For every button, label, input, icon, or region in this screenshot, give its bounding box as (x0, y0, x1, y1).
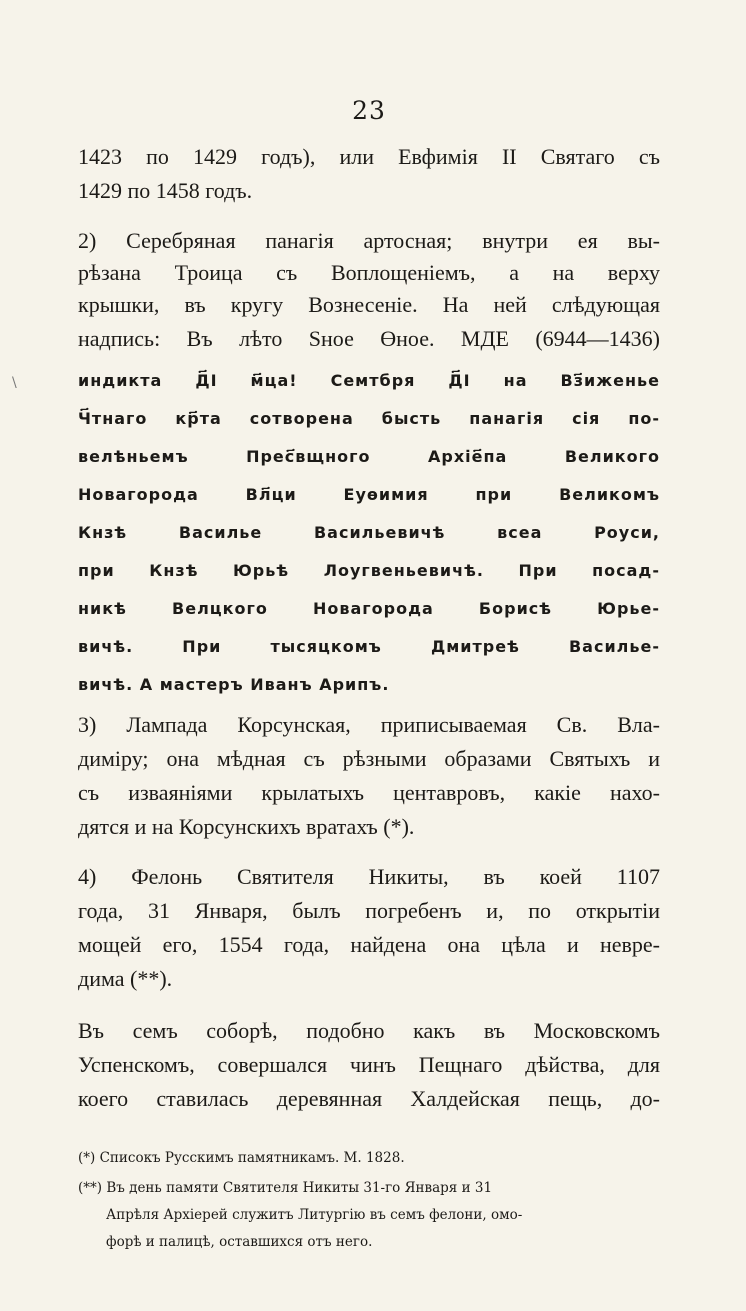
text-line: 1429 по 1458 годъ. (78, 178, 253, 203)
text-line: Въ семъ соборѣ, подобно какъ въ Московскомъ (78, 1018, 660, 1043)
margin-mark-icon: \ (12, 375, 17, 391)
inscription-line: Кнзѣ Василье Васильевичѣ всеа Роуси, (78, 523, 660, 542)
text-line: 1423 по 1429 годъ), или Евфимія II Святаго съ (78, 144, 660, 169)
inscription-line: велѣньемъ Прес҃вщного Архіе҃па Великого (78, 447, 660, 466)
text-line: 3) Лампада Корсунская, приписываемая Св. Вла- (78, 712, 660, 737)
footnote: Апрѣля Архіерей служитъ Литургію въ семъ фелони, омо- (106, 1207, 523, 1223)
text-line: дятся и на Корсунскихъ вратахъ (*). (78, 814, 415, 839)
inscription-line: Ч҃тнаго кр҃та сотворена бысть панагія сія по- (78, 409, 660, 428)
inscription-line: при Кнзѣ Юрьѣ Лоугвеньевичѣ. При посад- (78, 561, 660, 580)
inscription-line: вичѣ. При тысяцкомъ Дмитреѣ Василье- (78, 637, 660, 656)
inscription-line: индикта Д҃І м҃ца! Семтбря Д҃І на Вз҃иженье (78, 371, 660, 390)
text-line: 2) Серебряная панагія артосная; внутри ея вы- (78, 228, 660, 253)
text-line: дима (**). (78, 966, 173, 991)
text-line: рѣзана Троица съ Воплощеніемъ, а на верху (78, 260, 660, 285)
page-number: 23 (352, 96, 386, 125)
text-line: Успенскомъ, совершался чинъ Пещнаго дѣйства, для (78, 1052, 660, 1077)
text-line: димiру; она мѣдная съ рѣзными образами Святыхъ и (78, 746, 660, 771)
text-line: года, 31 Января, былъ погребенъ и, по открытіи (78, 898, 660, 923)
footnote: (*) Списокъ Русскимъ памятникамъ. М. 1828. (78, 1150, 405, 1166)
footnote: (**) Въ день памяти Святителя Никиты 31-го Января и 31 (78, 1180, 493, 1196)
inscription-line: Новагорода Вл҃ци Еуөимия при Великомъ (78, 485, 660, 504)
inscription-line: вичѣ. А мастеръ Иванъ Арипъ. (78, 675, 390, 694)
text-line: мощей его, 1554 года, найдена она цѣла и невре- (78, 932, 660, 957)
document-page (78, 0, 660, 1311)
footnote: форѣ и палицѣ, оставшихся отъ него. (106, 1234, 373, 1250)
text-line: съ изваяніями крылатыхъ центавровъ, какіе нахо- (78, 780, 660, 805)
inscription-line: никѣ Велцкого Новагорода Борисѣ Юрье- (78, 599, 660, 618)
text-line: 4) Фелонь Святителя Никиты, въ коей 1107 (78, 864, 660, 889)
text-line: крышки, въ кругу Вознесеніе. На ней слѣдующая (78, 292, 660, 317)
text-line: коего ставилась деревянная Халдейская пещь, до- (78, 1086, 660, 1111)
text-line: надпись: Въ лѣто Ѕное Өное. МДЕ (6944—1436) (78, 326, 660, 351)
